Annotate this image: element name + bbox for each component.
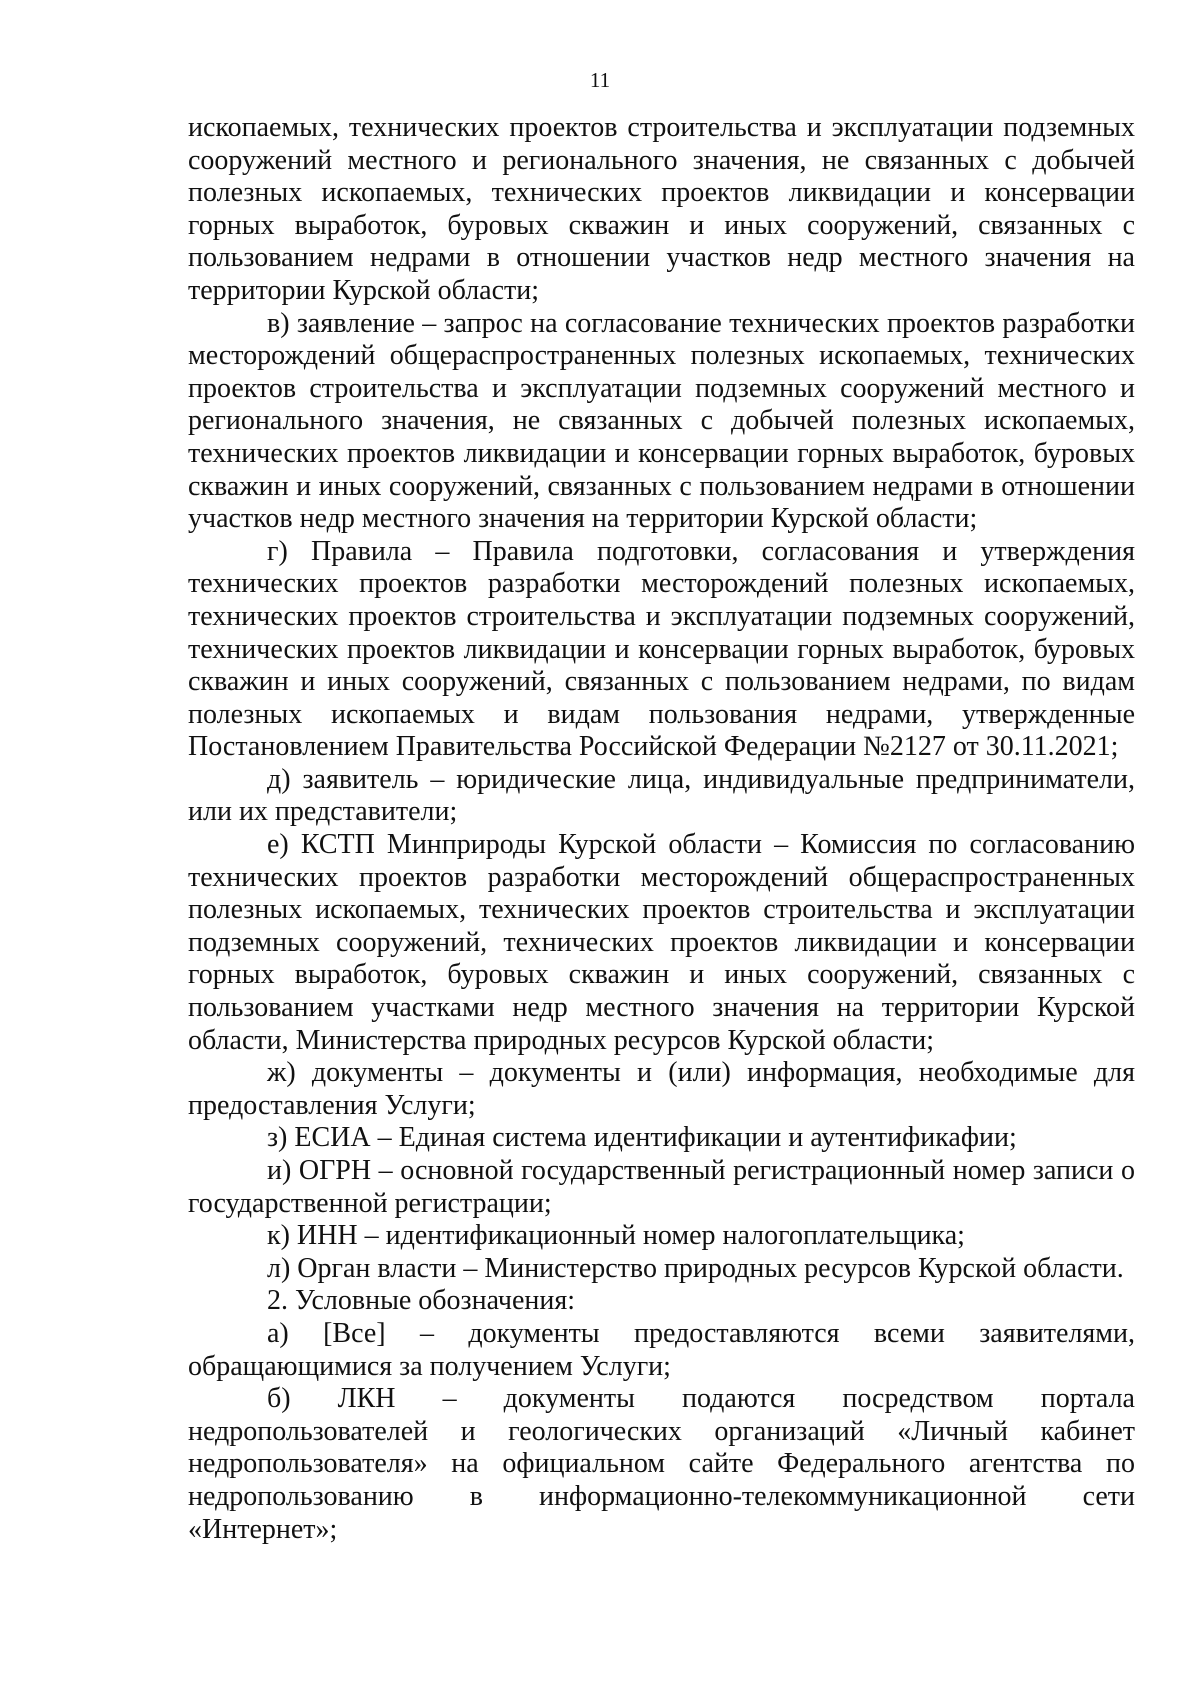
paragraph-i-ogrn: и) ОГРН – основной государственный регистрационный номер записи о государственной регистрации;	[188, 1155, 1135, 1219]
document-body	[188, 112, 1135, 1546]
paragraph-l-authority: л) Орган власти – Министерство природных ресурсов Курской области.	[267, 1252, 1124, 1284]
paragraph-k-inn: к) ИНН – идентификационный номер налогоплательщика;	[267, 1220, 965, 1252]
paragraph-d-applicant: д) заявитель – юридические лица, индивидуальные предприниматели, или их представители;	[188, 763, 1135, 828]
paragraph-e-commission: е) КСТП Минприроды Курской области – Комиссия по согласованию технических проектов разработки месторождений общераспространенных полезных ископаемых, технических проектов строительства и эксплуатации подземных сооружений, технических проектов ликвидации и консервации горных выработок, буровых скважин и иных сооружений, связанных с пользованием участками недр местного значения на территории Курской области, Министерства природных ресурсов Курской области;	[188, 829, 1135, 1056]
section-heading-conventions: 2. Условные обозначения:	[267, 1285, 576, 1317]
paragraph-a-all: а) [Все] – документы предоставляются всеми заявителями, обращающимися за получением Услуги;	[188, 1317, 1135, 1382]
paragraph-continuation: ископаемых, технических проектов строительства и эксплуатации подземных сооружений местного и регионального значения, не связанных с добычей полезных ископаемых, технических проектов ликвидации и консервации горных выработок, буровых скважин и иных сооружений, связанных с пользованием недрами в отношении участков недр местного значения на территории Курской области;	[188, 112, 1135, 306]
page-number: 11	[589, 68, 611, 92]
paragraph-v-application: в) заявление – запрос на согласование технических проектов разработки месторождений общераспространенных полезных ископаемых, технических проектов строительства и эксплуатации подземных сооружений местного и регионального значения, не связанных с добычей полезных ископаемых, технических проектов ликвидации и консервации горных выработок, буровых скважин и иных сооружений, связанных с пользованием недрами в отношении участков недр местного значения на территории Курской области;	[188, 307, 1135, 535]
paragraph-g-rules: г) Правила – Правила подготовки, согласования и утверждения технических проектов разработки месторождений полезных ископаемых, технических проектов строительства и эксплуатации подземных сооружений, технических проектов ликвидации и консервации горных выработок, буровых скважин и иных сооружений, связанных с пользованием недрами, по видам полезных ископаемых и видам пользования недрами, утвержденные Постановлением Правительства Российской Федерации №2127 от 30.11.2021;	[188, 535, 1135, 763]
paragraph-b-lkn: б) ЛКН – документы подаются посредством портала недропользователей и геологических организаций «Личный кабинет недропользователя» на официальном сайте Федерального агентства по недропользованию в информационно-телекоммуникационной сети «Интернет»;	[188, 1383, 1135, 1545]
paragraph-zh-documents: ж) документы – документы и (или) информация, необходимые для предоставления Услуги;	[188, 1057, 1135, 1121]
paragraph-z-esia: з) ЕСИА – Единая система идентификации и аутентификафии;	[267, 1122, 1017, 1154]
